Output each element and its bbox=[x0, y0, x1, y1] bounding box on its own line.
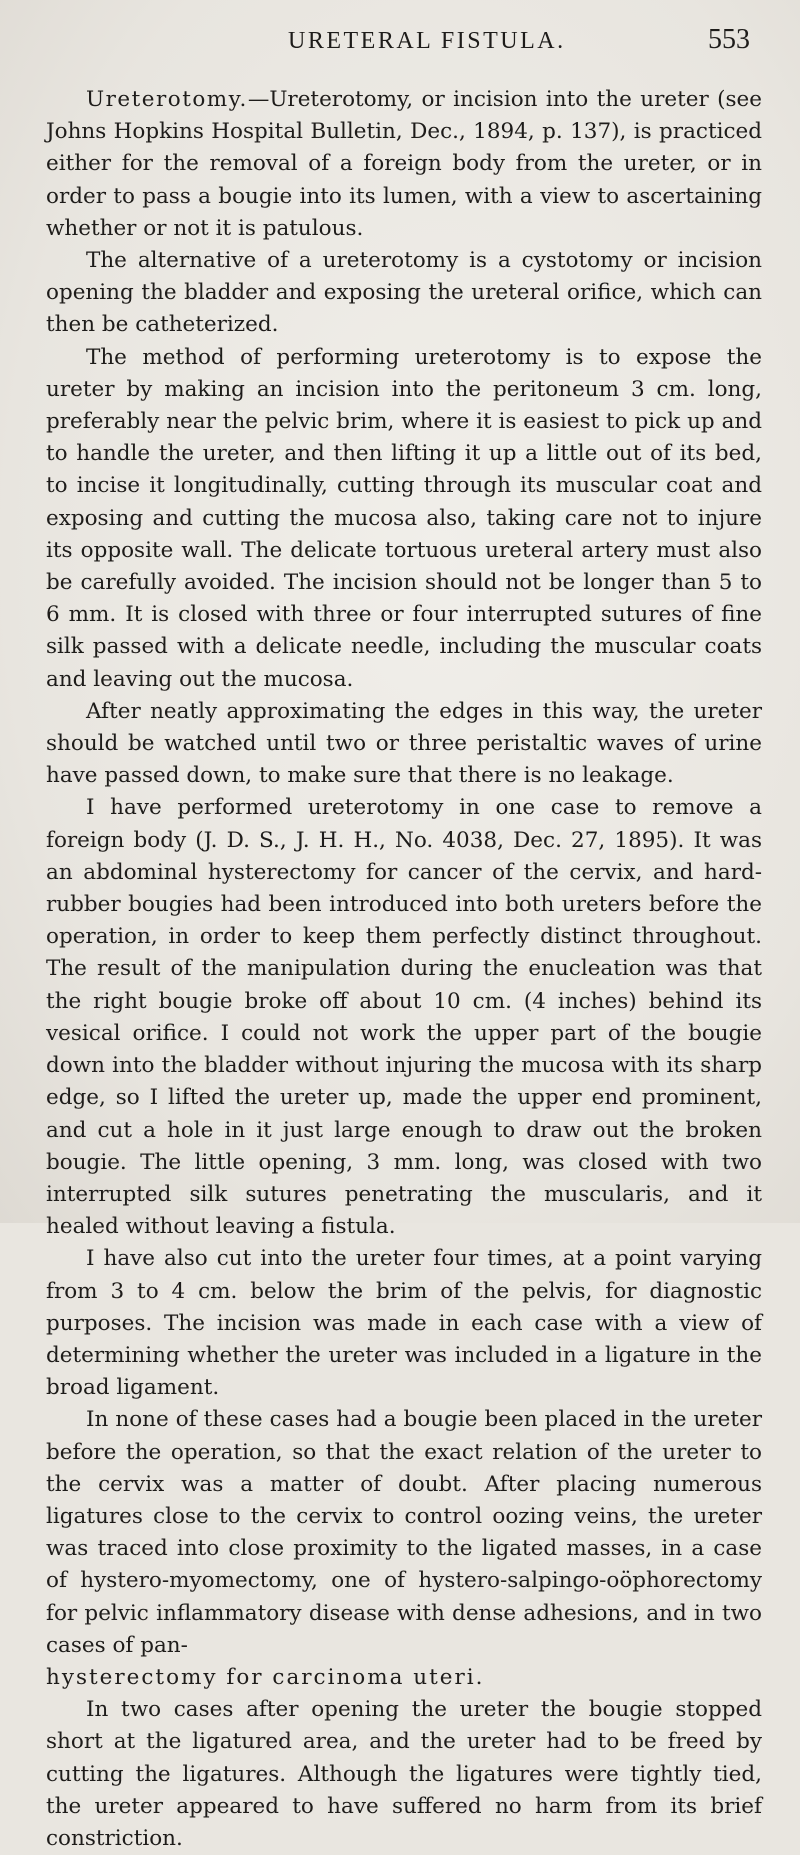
running-head bbox=[60, 22, 756, 62]
running-title: URETERAL FISTULA. bbox=[288, 28, 566, 54]
paragraph-ureterotomy bbox=[46, 84, 762, 245]
paragraph-method: The method of performing ureterotomy is to expose the ureter by making an incision into the peritoneum 3 cm. long, preferably near the pelvic brim, where it is easiest to pick up and to handle the ureter, and then lifting it up a little out of its bed, to incise it longitudinally, cutting through its muscular coat and exposing and cutting the mucosa also, taking care not to injure its opposite wall. The delicate tortuous ureteral artery must also be carefully avoided. The incision should not be longer than 5 to 6 mm. It is closed with three or four interrupted sutures of fine silk passed with a delicate needle, including the muscular coats and leaving out the mucosa. bbox=[46, 344, 762, 692]
paragraph-no-bougie bbox=[46, 1404, 762, 1694]
paragraph-continuation: hysterectomy for carcinoma uteri. bbox=[46, 1664, 485, 1690]
paragraph-after-approximating: After neatly approximating the edges in this way, the ureter should be watched until two or three peristaltic waves of urine have passed down, to make sure that there is no leakage. bbox=[46, 698, 762, 789]
paragraph-ligatured-area: In two cases after opening the ureter the bougie stopped short at the ligatured area, and the ureter had to be freed by cutting the ligatures. Although the ligatures were tightly tied, the ureter appeared to have suffered no harm from its brief constriction. bbox=[46, 1697, 762, 1851]
paragraph-alternative: The alternative of a ureterotomy is a cystotomy or incision opening the bladder and exposing the ureteral orifice, which can then be catheterized. bbox=[46, 248, 762, 338]
page-number: 553 bbox=[708, 24, 750, 55]
paragraph-text: In none of these cases had a bougie been placed in the ureter before the operation, so that the exact relation of the ureter to the cervix was a matter of doubt. After placing numerous ligatures close to the cervix to control oozing veins, the ureter was traced into close proximity to the ligated masses, in a case of hystero-myomectomy, one of hystero-salpingo-oöphorectomy for pelvic inflammatory disease with dense adhesions, and in two cases of pan- bbox=[46, 1407, 762, 1658]
paragraph-lead: Ureterotomy. bbox=[86, 87, 248, 112]
paragraph-case-report: I have performed ureterotomy in one case to remove a foreign body (J. D. S., J. H. H., No. 4038, Dec. 27, 1895). It was an abdominal hysterectomy for cancer of the cervix, and hard-rubber bougies had been introduced into both ureters before the operation, in order to keep them perfectly distinct throughout. The result of the manipulation during the enucleation was that the right bougie broke off about 10 cm. (4 inches) behind its vesical orifice. I could not work the upper part of the bougie down into the bladder without injuring the mucosa with its sharp edge, so I lifted the ureter up, made the upper end prominent, and cut a hole in it just large enough to draw out the broken bougie. The little opening, 3 mm. long, was closed with two interrupted silk sutures penetrating the muscularis, and it healed without leaving a fistula. bbox=[46, 795, 762, 1240]
paragraph-diagnostic-incisions: I have also cut into the ureter four times, at a point varying from 3 to 4 cm. below the brim of the pelvis, for diagnostic purposes. The incision was made in each case with a view of determining whether the ureter was included in a ligature in the broad ligament. bbox=[46, 1246, 762, 1401]
body-text bbox=[46, 84, 762, 1855]
paragraph-text: —Ureterotomy, or incision into the ureter (see Johns Hopkins Hospital Bulletin, Dec., 1894, p. 137), is practiced either for the removal of a foreign body from the ureter, or in order to pass a bougie into its lumen, with a view to ascertaining whether or not it is patulous. bbox=[46, 87, 762, 241]
